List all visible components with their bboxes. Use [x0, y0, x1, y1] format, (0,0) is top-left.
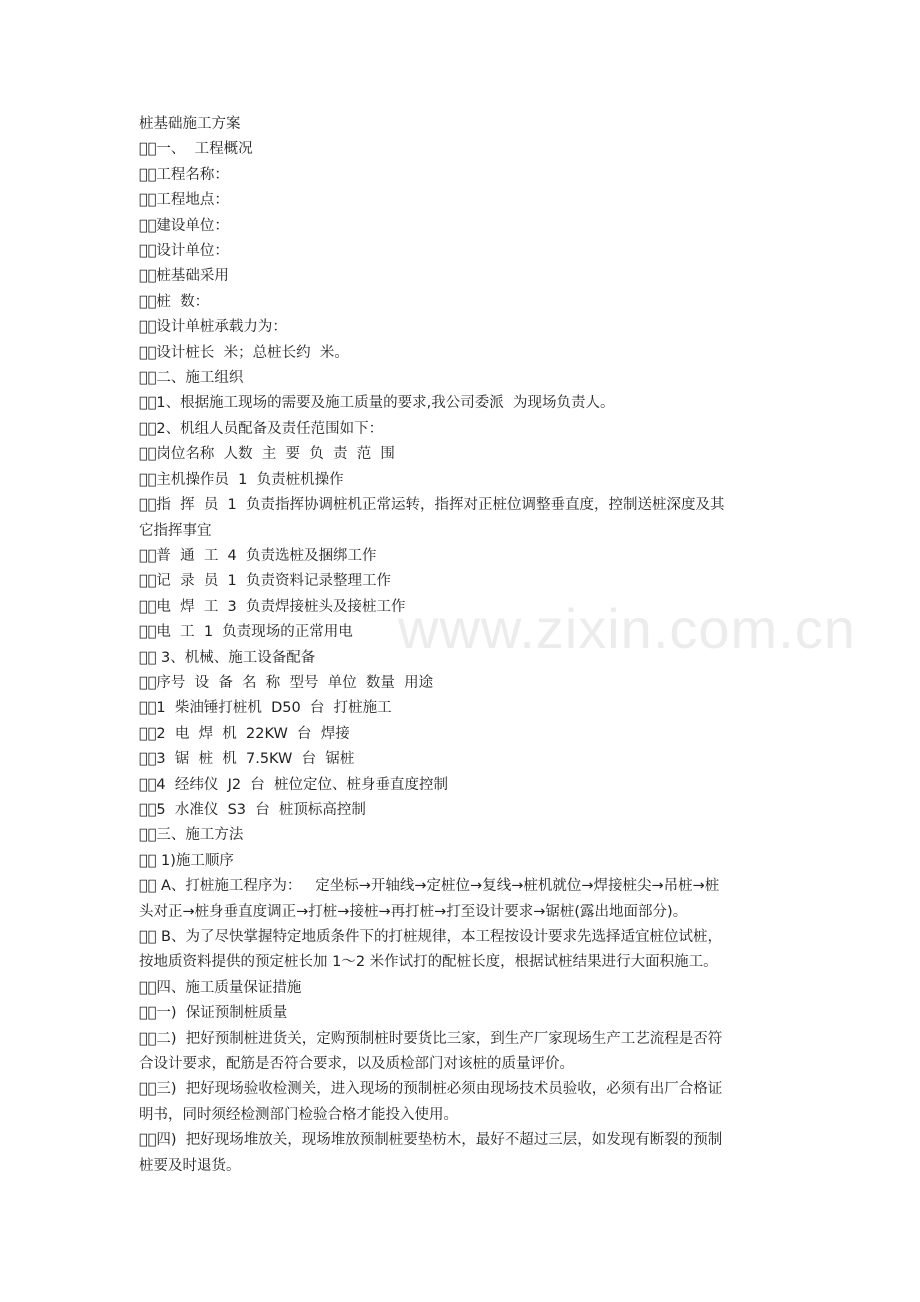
document-line:   设计桩长 米；总桩长约 米。	[139, 344, 349, 361]
document-line:   桩基础采用	[139, 268, 229, 285]
document-line:   主机操作员 1 负责桩机操作	[139, 471, 344, 488]
document-line:    A、打桩施工程序为： 定坐标→开轴线→定桩位→复线→桩机就位→焊接桩尖→吊桩→桩	[139, 878, 720, 895]
document-body	[139, 112, 789, 1179]
document-line:   指 挥 员 1 负责指挥协调桩机正常运转，指挥对正桩位调整垂直度，控制送桩深度及其	[139, 497, 725, 514]
document-line:   4 经纬仪 J2 台 桩位定位、桩身垂直度控制	[139, 776, 449, 793]
document-line: 按地质资料提供的预定桩长加 1～2 米作试打的配桩长度，根据试桩结果进行大面积施工。	[139, 954, 718, 971]
document-line:    1)施工顺序	[139, 852, 234, 869]
document-line:   5 水准仪 S3 台 桩顶标高控制	[139, 801, 366, 818]
document-line:   四) 把好现场堆放关，现场堆放预制桩要垫枋木，最好不超过三层，如发现有断裂的预制	[139, 1132, 723, 1149]
document-line:   二) 把好预制桩进货关，定购预制桩时要货比三家，到生产厂家现场生产工艺流程是否符	[139, 1030, 723, 1047]
document-line: 明书，同时须经检测部门检验合格才能投入使用。	[139, 1106, 458, 1123]
watermark-text: www.zixin.com.cn	[398, 597, 856, 660]
document-line:   设计单桩承载力为：	[139, 319, 287, 336]
document-line:   3 锯 桩 机 7.5KW 台 锯桩	[139, 751, 355, 768]
document-line: 它指挥事宜	[139, 522, 212, 539]
document-line:   二、施工组织	[139, 370, 244, 387]
document-line:    B、为了尽快掌握特定地质条件下的打桩规律，本工程按设计要求先选择适宜桩位试桩，	[139, 929, 722, 945]
document-line:   四、施工质量保证措施	[139, 979, 302, 996]
document-line:   1、根据施工现场的需要及施工质量的要求,我公司委派 为现场负责人。	[139, 395, 615, 412]
document-line:   建设单位：	[139, 217, 229, 234]
document-line:   记 录 员 1 负责资料记录整理工作	[139, 573, 392, 590]
document-line:   2 电 焊 机 22KW 台 焊接	[139, 725, 350, 742]
document-line:   岗位名称 人数 主 要 负 责 范 围	[139, 446, 395, 463]
document-line:   一) 保证预制桩质量	[139, 1005, 288, 1022]
document-line: 合设计要求，配筋是否符合要求，以及质检部门对该桩的质量评价。	[139, 1056, 574, 1073]
document-line:   三) 把好现场验收检测关，进入现场的预制桩必须由现场技术员验收，必须有出厂合格证	[139, 1081, 723, 1098]
document-line: 桩要及时退货。	[139, 1157, 241, 1174]
document-line:   工程地点：	[139, 192, 229, 209]
document-line:   一、 工程概况	[139, 141, 253, 158]
document-line:   电 工 1 负责现场的正常用电	[139, 624, 353, 641]
document-line:   工程名称：	[139, 166, 229, 183]
document-line:   序号 设 备 名 称 型号 单位 数量 用途	[139, 674, 434, 691]
document-line:   2、机组人员配备及责任范围如下：	[139, 420, 384, 437]
document-line:    3、机械、施工设备配备	[139, 649, 316, 666]
document-line:   1 柴油锤打桩机 D50 台 打桩施工	[139, 700, 392, 717]
document-line:   设计单位：	[139, 243, 229, 260]
document-line:   普 通 工 4 负责选桩及捆绑工作	[139, 547, 377, 564]
document-line: 桩基础施工方案	[139, 116, 241, 132]
document-line: 头对正→桩身垂直度调正→打桩→接桩→再打桩→打至设计要求→锯桩(露出地面部分)。	[139, 903, 688, 920]
document-line:   三、施工方法	[139, 827, 244, 844]
document-line:   电 焊 工 3 负责焊接桩头及接桩工作	[139, 598, 406, 615]
document-line:   桩 数：	[139, 293, 210, 310]
